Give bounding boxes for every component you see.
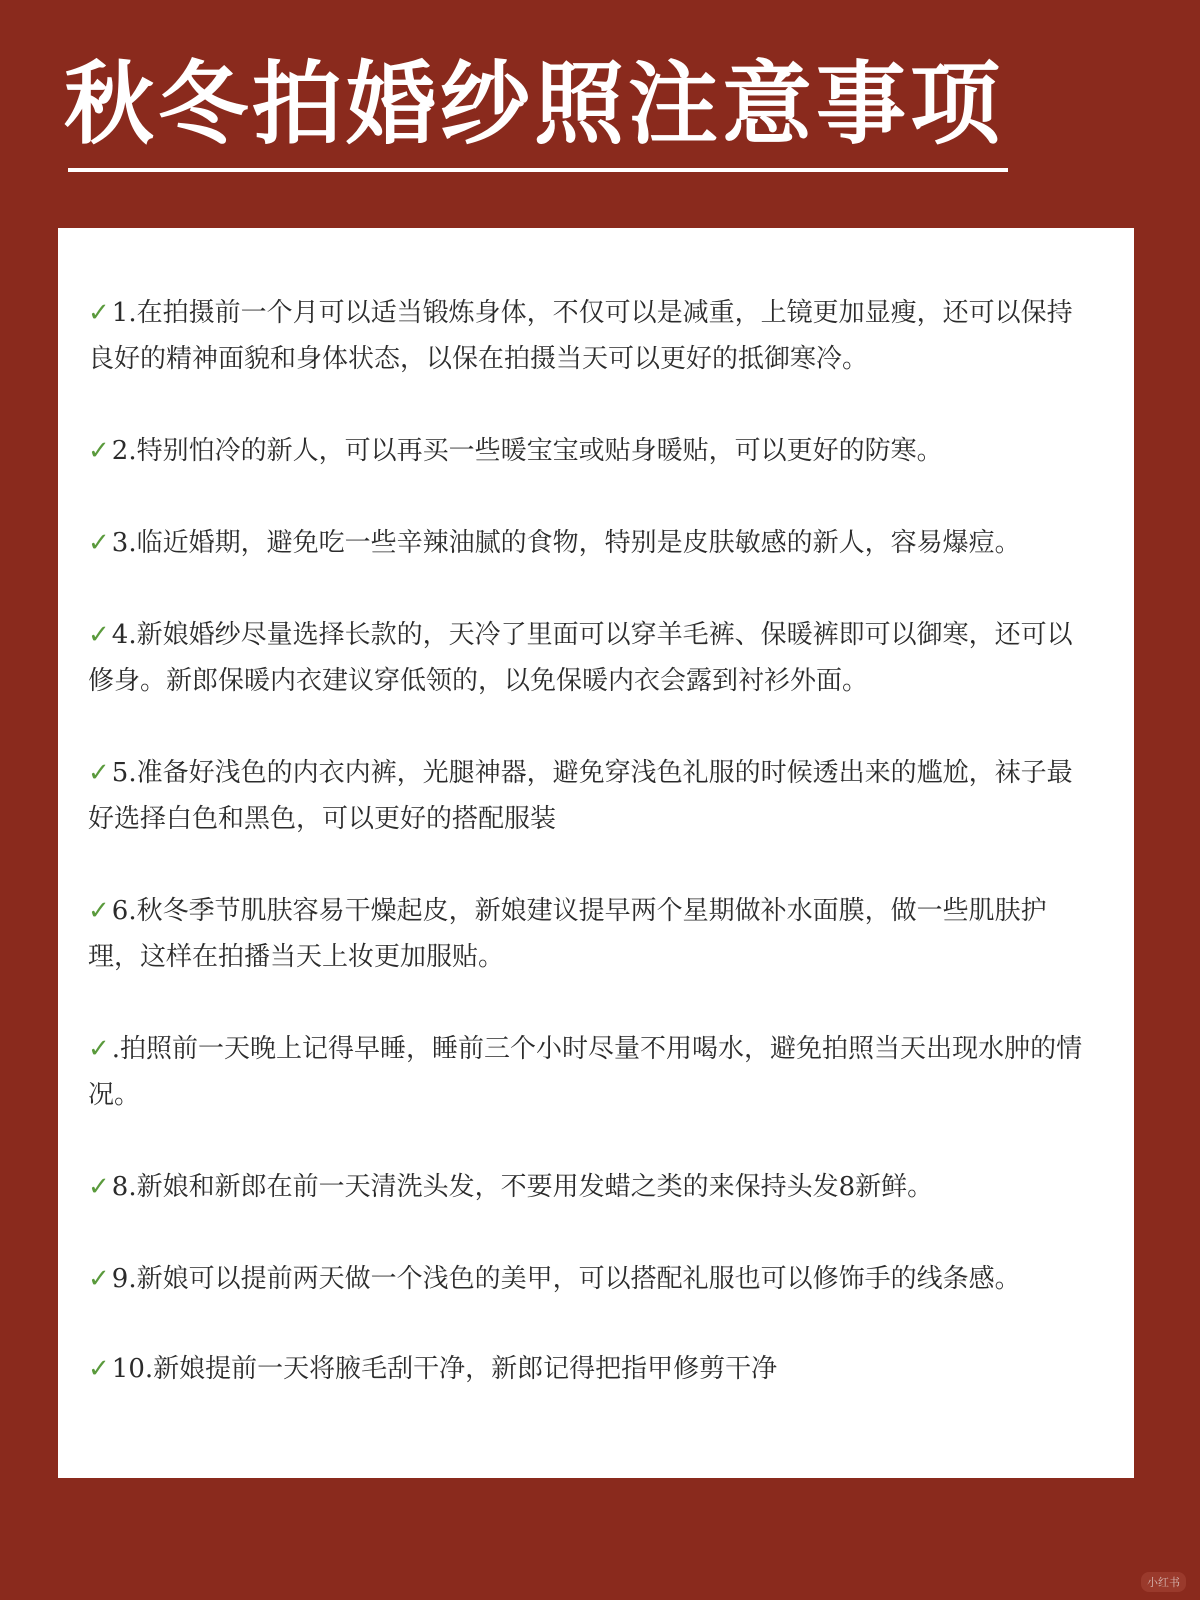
tip-text: .特别怕冷的新人，可以再买一些暖宝宝或贴身暖贴，可以更好的防寒。 bbox=[128, 436, 943, 466]
tip-number: 3 bbox=[111, 528, 129, 558]
tip-number: 10 bbox=[111, 1354, 145, 1384]
tip-item bbox=[88, 612, 1088, 704]
tip-text: .准备好浅色的内衣内裤，光腿神器，避免穿浅色礼服的时候透出来的尴尬，袜子最好选择白色和黑色，可以更好的搭配服装 bbox=[88, 758, 1073, 834]
tip-item bbox=[88, 1164, 1088, 1210]
tip-item bbox=[88, 290, 1088, 382]
tip-item bbox=[88, 428, 1088, 474]
tip-number: 9 bbox=[111, 1264, 129, 1294]
check-icon: ✓ bbox=[88, 758, 110, 788]
tip-number: 8 bbox=[111, 1172, 129, 1202]
check-icon: ✓ bbox=[88, 1034, 110, 1064]
tip-text: .新娘婚纱尽量选择长款的，天冷了里面可以穿羊毛裤、保暖裤即可以御寒，还可以修身。新郎保暖内衣建议穿低领的，以免保暖内衣会露到衬衫外面。 bbox=[88, 620, 1073, 696]
tip-number: 2 bbox=[111, 436, 129, 466]
tip-text: .秋冬季节肌肤容易干燥起皮，新娘建议提早两个星期做补水面膜，做一些肌肤护理，这样在拍播当天上妆更加服贴。 bbox=[88, 896, 1047, 972]
page-title: 秋冬拍婚纱照注意事项 bbox=[64, 51, 1004, 157]
tip-item bbox=[88, 1346, 1088, 1392]
tip-item bbox=[88, 750, 1088, 842]
tip-number: 6 bbox=[111, 896, 129, 926]
tip-number: 5 bbox=[111, 758, 129, 788]
tip-text: .新娘可以提前两天做一个浅色的美甲，可以搭配礼服也可以修饰手的线条感。 bbox=[128, 1264, 1021, 1294]
tip-item bbox=[88, 520, 1088, 566]
tip-item bbox=[88, 888, 1088, 980]
tips-card bbox=[58, 228, 1134, 1478]
check-icon: ✓ bbox=[88, 1354, 110, 1384]
check-icon: ✓ bbox=[88, 528, 110, 558]
check-icon: ✓ bbox=[88, 1172, 110, 1202]
tip-text: .临近婚期，避免吃一些辛辣油腻的食物，特别是皮肤敏感的新人，容易爆痘。 bbox=[128, 528, 1021, 558]
tip-item bbox=[88, 1026, 1088, 1118]
check-icon: ✓ bbox=[88, 896, 110, 926]
check-icon: ✓ bbox=[88, 298, 110, 328]
tip-number: 1 bbox=[111, 298, 129, 328]
title-underline bbox=[68, 168, 1008, 172]
tip-item bbox=[88, 1256, 1088, 1302]
tip-text: .拍照前一天晚上记得早睡，睡前三个小时尽量不用喝水，避免拍照当天出现水肿的情况。 bbox=[88, 1034, 1083, 1110]
check-icon: ✓ bbox=[88, 1264, 110, 1294]
tip-text: .在拍摄前一个月可以适当锻炼身体，不仅可以是减重，上镜更加显瘦，还可以保持良好的精神面貌和身体状态，以保在拍摄当天可以更好的抵御寒冷。 bbox=[88, 298, 1073, 374]
tip-text: .新娘提前一天将腋毛刮干净，新郎记得把指甲修剪干净 bbox=[144, 1354, 778, 1384]
check-icon: ✓ bbox=[88, 436, 110, 466]
watermark-logo: 小红书 bbox=[1141, 1572, 1186, 1592]
tip-number: 4 bbox=[111, 620, 129, 650]
tip-text: .新娘和新郎在前一天清洗头发，不要用发蜡之类的来保持头发8新鲜。 bbox=[128, 1172, 934, 1202]
check-icon: ✓ bbox=[88, 620, 110, 650]
